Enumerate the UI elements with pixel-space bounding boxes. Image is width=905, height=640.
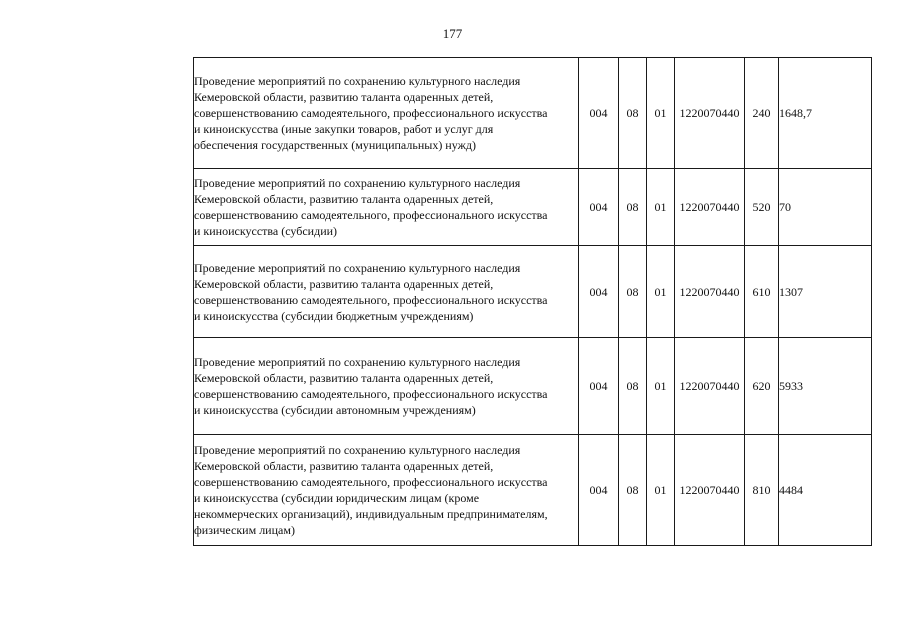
section-code: 08	[619, 338, 647, 435]
page-number: 177	[442, 26, 463, 41]
subsection-code: 01	[647, 338, 675, 435]
target-article-code: 1220070440	[675, 169, 745, 246]
expense-description: Проведение мероприятий по сохранению культурного наследия Кемеровской области, развитию таланта одаренных детей, совершенствованию самодеятельного, профессионального искусства и киноискусства (субсидии юридическим лицам (кроме некоммерческих организаций), индивидуальным предпринимателям, физическим лицам)	[194, 435, 579, 546]
section-code: 08	[619, 58, 647, 169]
expense-type-code: 240	[745, 58, 779, 169]
expense-description: Проведение мероприятий по сохранению культурного наследия Кемеровской области, развитию таланта одаренных детей, совершенствованию самодеятельного, профессионального искусства и киноискусства (субсидии)	[194, 169, 579, 246]
section-code: 08	[619, 169, 647, 246]
target-article-code: 1220070440	[675, 58, 745, 169]
amount: 70	[779, 169, 872, 246]
expense-type-code: 810	[745, 435, 779, 546]
budget-table	[193, 57, 872, 546]
expense-description: Проведение мероприятий по сохранению культурного наследия Кемеровской области, развитию таланта одаренных детей, совершенствованию самодеятельного, профессионального искусства и киноискусства (субсидии бюджетным учреждениям)	[194, 246, 579, 338]
amount: 4484	[779, 435, 872, 546]
department-code: 004	[579, 169, 619, 246]
amount: 5933	[779, 338, 872, 435]
table-row	[194, 246, 872, 338]
table-row	[194, 58, 872, 169]
target-article-code: 1220070440	[675, 338, 745, 435]
table-row	[194, 338, 872, 435]
subsection-code: 01	[647, 435, 675, 546]
subsection-code: 01	[647, 58, 675, 169]
target-article-code: 1220070440	[675, 435, 745, 546]
target-article-code: 1220070440	[675, 246, 745, 338]
section-code: 08	[619, 435, 647, 546]
expense-description: Проведение мероприятий по сохранению культурного наследия Кемеровской области, развитию таланта одаренных детей, совершенствованию самодеятельного, профессионального искусства и киноискусства (субсидии автономным учреждениям)	[194, 338, 579, 435]
department-code: 004	[579, 338, 619, 435]
department-code: 004	[579, 435, 619, 546]
subsection-code: 01	[647, 169, 675, 246]
department-code: 004	[579, 58, 619, 169]
expense-type-code: 610	[745, 246, 779, 338]
amount: 1307	[779, 246, 872, 338]
table-row	[194, 169, 872, 246]
expense-type-code: 520	[745, 169, 779, 246]
subsection-code: 01	[647, 246, 675, 338]
section-code: 08	[619, 246, 647, 338]
amount: 1648,7	[779, 58, 872, 169]
expense-type-code: 620	[745, 338, 779, 435]
department-code: 004	[579, 246, 619, 338]
expense-description: Проведение мероприятий по сохранению культурного наследия Кемеровской области, развитию таланта одаренных детей, совершенствованию самодеятельного, профессионального искусства и киноискусства (иные закупки товаров, работ и услуг для обеспечения государственных (муниципальных) нужд)	[194, 58, 579, 169]
table-row	[194, 435, 872, 546]
